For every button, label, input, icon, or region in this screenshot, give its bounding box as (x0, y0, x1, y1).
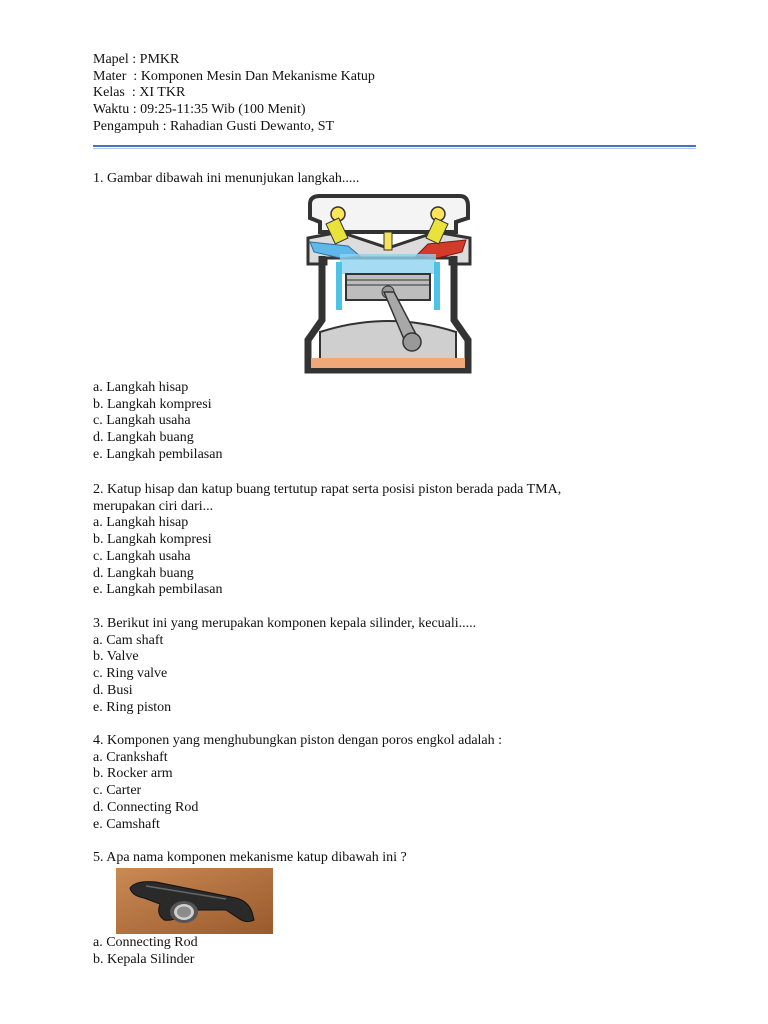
option: b. Valve (93, 649, 139, 665)
option: a. Langkah hisap (93, 380, 189, 395)
option: e. Langkah pembilasan (93, 446, 223, 462)
option: a. Crankshaft (93, 749, 168, 765)
option: d. Busi (93, 682, 133, 698)
option: e. Langkah pembilasan (93, 582, 223, 598)
subject-line: Mapel : PMKR (93, 52, 180, 67)
class-line: Kelas : XI TKR (93, 85, 186, 101)
question-1-options (93, 380, 222, 464)
question-3 (93, 616, 476, 716)
option: d. Connecting Rod (93, 799, 199, 815)
option: b. Langkah kompresi (93, 396, 212, 412)
question-2-text: 2. Katup hisap dan katup buang tertutup rapat serta posisi piston berada pada TMA, (93, 482, 562, 497)
question-4-text: 4. Komponen yang menghubungkan piston dengan poros engkol adalah : (93, 733, 503, 748)
teacher-line: Pengampuh : Rahadian Gusti Dewanto, ST (93, 118, 335, 134)
document-header (93, 52, 375, 136)
question-2 (93, 482, 561, 599)
option: c. Langkah usaha (93, 548, 191, 564)
question-4 (93, 733, 502, 833)
option: c. Langkah usaha (93, 413, 191, 429)
question-5-options (93, 935, 198, 968)
rocker-arm-photo (116, 868, 273, 934)
question-1-text: 1. Gambar dibawah ini menunjukan langkah..... (93, 171, 360, 186)
option: a. Cam shaft (93, 632, 164, 648)
time-line: Waktu : 09:25-11:35 Wib (100 Menit) (93, 102, 306, 118)
option: c. Ring valve (93, 666, 168, 682)
header-divider-shadow (93, 148, 696, 149)
option: b. Rocker arm (93, 766, 173, 782)
engine-cylinder-diagram (300, 192, 476, 377)
question-2-text-cont: merupakan ciri dari... (93, 498, 214, 514)
option: e. Ring piston (93, 699, 172, 715)
option: d. Langkah buang (93, 430, 194, 446)
question-3-text: 3. Berikut ini yang merupakan komponen kepala silinder, kecuali..... (93, 616, 477, 631)
option: b. Kepala Silinder (93, 951, 195, 967)
header-divider (93, 145, 696, 147)
option: d. Langkah buang (93, 565, 194, 581)
material-line: Mater : Komponen Mesin Dan Mekanisme Katup (93, 68, 375, 84)
question-5-text: 5. Apa nama komponen mekanisme katup dibawah ini ? (93, 850, 407, 865)
option: a. Connecting Rod (93, 935, 198, 950)
option: b. Langkah kompresi (93, 532, 212, 548)
option: a. Langkah hisap (93, 515, 189, 531)
option: c. Carter (93, 783, 142, 799)
option: e. Camshaft (93, 816, 160, 832)
